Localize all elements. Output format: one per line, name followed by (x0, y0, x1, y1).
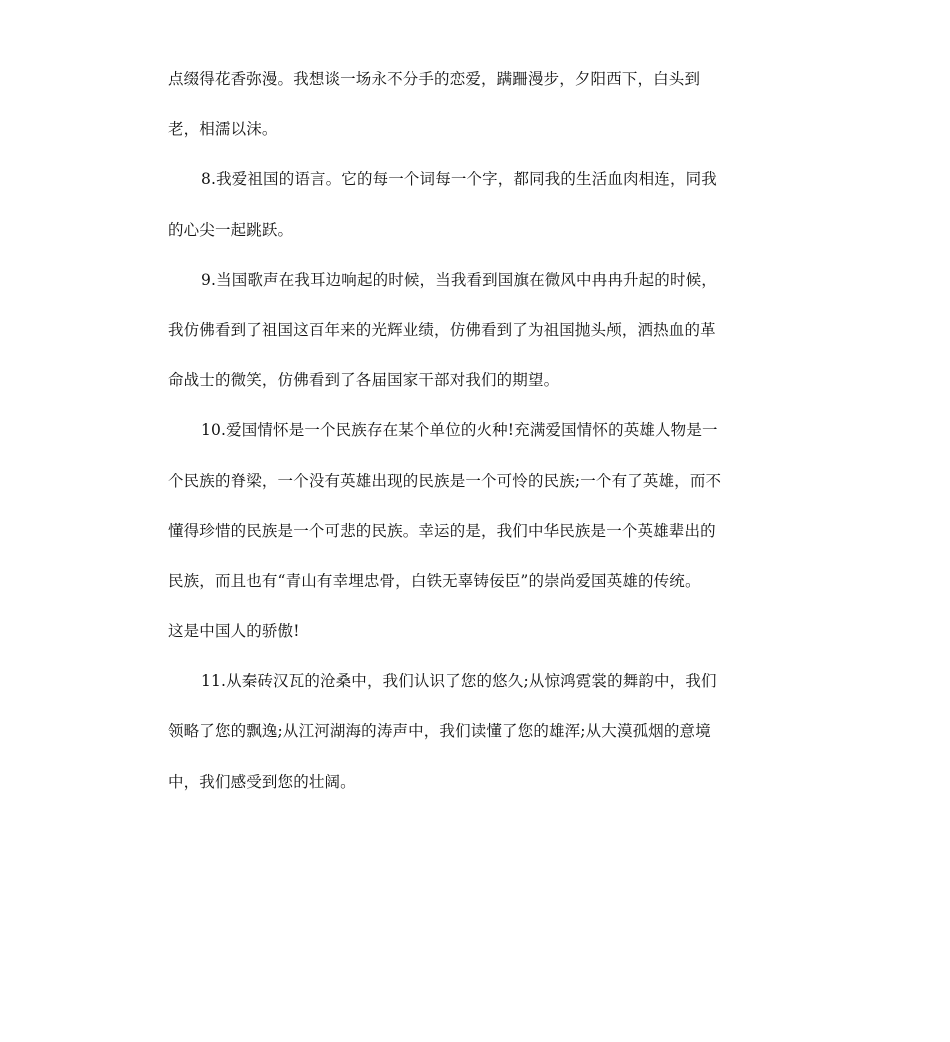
paragraph-line: 点缀得花香弥漫。我想谈一场永不分手的恋爱，蹒跚漫步，夕阳西下，白头到 (168, 70, 701, 88)
paragraph-line: 民族，而且也有“青山有幸埋忠骨，白铁无辜铸佞臣”的崇尚爱国英雄的传统。 (168, 571, 701, 590)
paragraph-line: 领略了您的飘逸;从江河湖海的涛声中，我们读懂了您的雄浑;从大漠孤烟的意境 (168, 722, 711, 741)
paragraph-line: 的心尖一起跳跃。 (168, 220, 294, 239)
paragraph-line: 9.当国歌声在我耳边响起的时候，当我看到国旗在微风中冉冉升起的时候， (201, 270, 717, 289)
paragraph-line: 10.爱国情怀是一个民族存在某个单位的火种!充满爱国情怀的英雄人物是一 (201, 421, 718, 440)
paragraph-line: 中，我们感受到您的壮阔。 (168, 772, 356, 791)
paragraph-line: 命战士的微笑，仿佛看到了各届国家干部对我们的期望。 (168, 371, 560, 390)
paragraph-line: 我仿佛看到了祖国这百年来的光辉业绩，仿佛看到了为祖国抛头颅，洒热血的革 (168, 320, 716, 339)
document-body (168, 63, 783, 816)
paragraph-line: 这是中国人的骄傲! (168, 622, 300, 641)
paragraph-line: 8.我爱祖国的语言。它的每一个词每一个字，都同我的生活血肉相连，同我 (201, 170, 717, 189)
paragraph-line: 老，相濡以沫。 (168, 120, 278, 139)
paragraph-line: 懂得珍惜的民族是一个可悲的民族。幸运的是，我们中华民族是一个英雄辈出的 (168, 521, 716, 540)
paragraph-line: 11.从秦砖汉瓦的沧桑中，我们认识了您的悠久;从惊鸿霓裳的舞韵中，我们 (201, 672, 717, 691)
paragraph-line: 个民族的脊梁，一个没有英雄出现的民族是一个可怜的民族;一个有了英雄，而不 (168, 471, 722, 490)
